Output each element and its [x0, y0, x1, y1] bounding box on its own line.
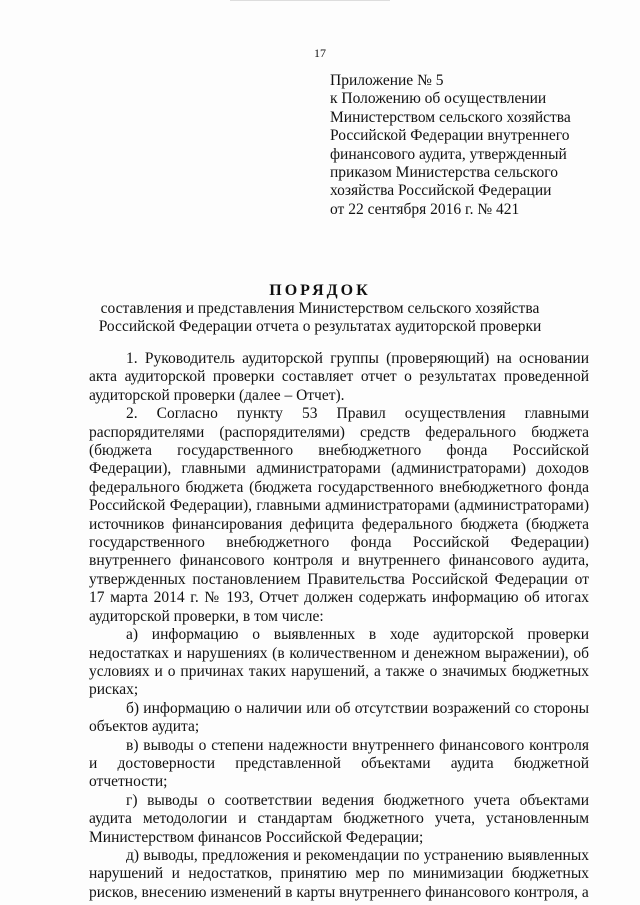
- document-subtitle: [0, 300, 640, 336]
- appendix-line: Министерством сельского хозяйства: [330, 108, 571, 126]
- appendix-line: Российской Федерации внутреннего: [330, 127, 570, 145]
- appendix-line: финансового аудита, утвержденный: [330, 145, 567, 163]
- paragraph-1: 1. Руководитель аудиторской группы (проверяющий) на основании акта аудиторской проверки составляет отчет о результатах проведенной аудиторской проверки (далее – Отчет).: [89, 350, 589, 404]
- paragraph-2: 2. Согласно пункту 53 Правил осуществления главными распорядителями (распорядителями) средств федерального бюджета (бюджета государственного внебюджетного фонда Российской Федерации), главными администраторами (администраторами) доходов федерального бюджета (бюджета государственного внебюджетного фонда Российской Федерации), главными администраторами (администраторами) источников финансирования дефицита федерального бюджета (бюджета государственного внебюджетного фонда Российской Федерации) внутреннего финансового контроля и внутреннего финансового аудита, утвержденных постановлением Правительства Российской Федерации от 17 марта 2014 г. № 193, Отчет должен содержать информацию об итогах аудиторской проверки, в том числе:: [89, 405, 589, 625]
- subtitle-line: составления и представления Министерством сельского хозяйства: [100, 300, 540, 317]
- paragraph-e: д) выводы, предложения и рекомендации по устранению выявленных нарушений и недостатков, принятию мер по минимизации бюджетных рисков, внесению изменений в карты внутреннего финансового контроля, а: [89, 846, 589, 901]
- subtitle-line: Российской Федерации отчета о результатах аудиторской проверки: [98, 318, 542, 335]
- document-title: ПОРЯДОК: [269, 282, 371, 299]
- paragraph-a: а) информацию о выявленных в ходе аудиторской проверки недостатках и нарушениях (в количественном и денежном выражении), об условиях и о причинах таких нарушений, а также о значимых бюджетных рисках;: [89, 626, 589, 699]
- paragraph-b: б) информацию о наличии или об отсутствии возражений со стороны объектов аудита;: [89, 699, 589, 736]
- page-number: 17: [314, 46, 326, 60]
- appendix-line: приказом Министерства сельского: [330, 164, 559, 182]
- appendix-header: [330, 72, 630, 219]
- document-body: [89, 350, 589, 902]
- appendix-line: хозяйства Российской Федерации: [330, 182, 552, 200]
- appendix-line: от 22 сентября 2016 г. № 421: [330, 200, 520, 218]
- paragraph-c: в) выводы о степени надежности внутреннего финансового контроля и достоверности представленной объектами аудита бюджетной отчетности;: [89, 736, 589, 791]
- appendix-line: Приложение № 5: [330, 72, 444, 89]
- scan-top-edge: [230, 0, 390, 1]
- appendix-line: к Положению об осуществлении: [330, 90, 547, 108]
- paragraph-d: г) выводы о соответствии ведения бюджетного учета объектами аудита методологии и стандартам бюджетного учета, установленным Министерством финансов Российской Федерации;: [89, 791, 589, 846]
